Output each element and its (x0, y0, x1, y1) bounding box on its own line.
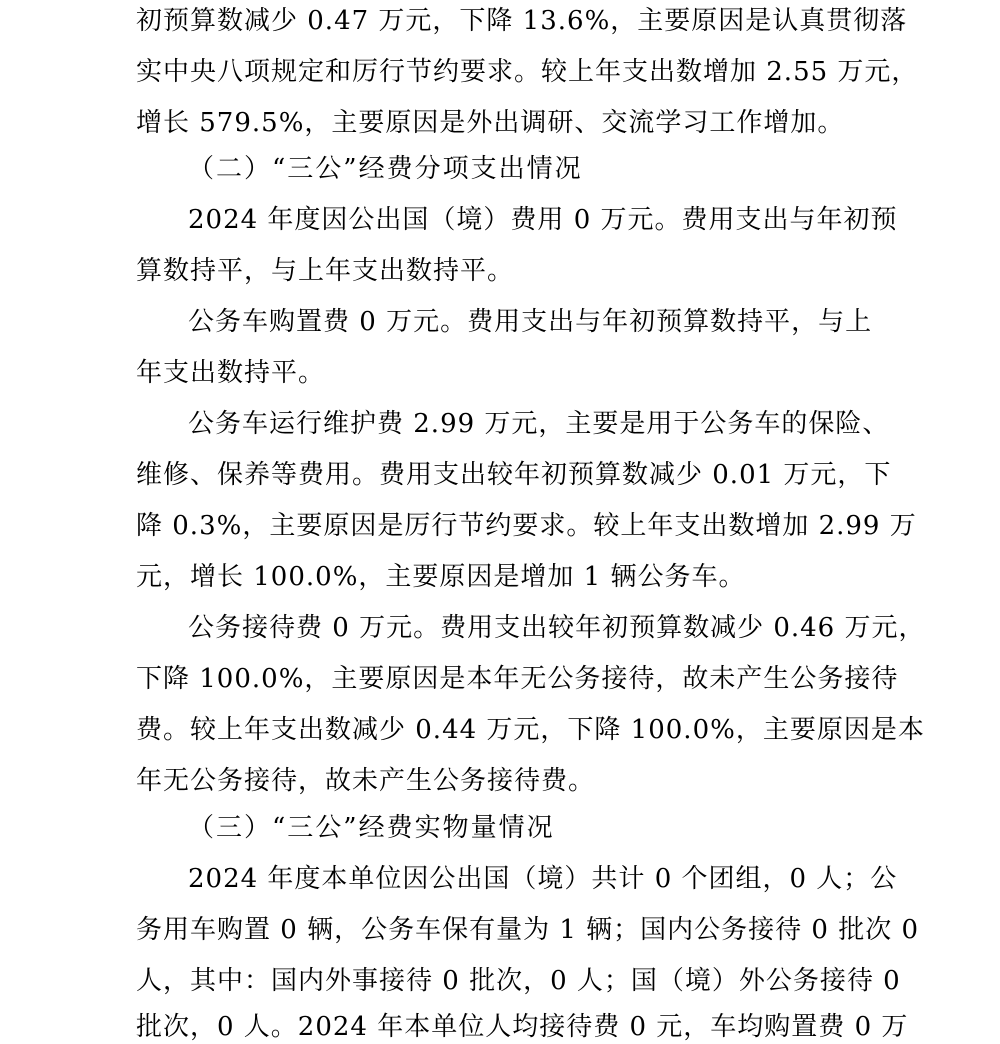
paragraph-line: 降 0.3%，主要原因是厉行节约要求。较上年支出数增加 2.99 万 (136, 511, 917, 541)
section-heading: （三）“三公”经费实物量情况 (188, 813, 555, 843)
paragraph-line: 人，其中：国内外事接待 0 批次，0 人；国（境）外公务接待 0 (136, 966, 901, 996)
paragraph-line: 2024 年度因公出国（境）费用 0 万元。费用支出与年初预 (188, 205, 898, 235)
paragraph-line: 公务车运行维护费 2.99 万元，主要是用于公务车的保险、 (188, 409, 890, 439)
paragraph-line: 年无公务接待，故未产生公务接待费。 (136, 766, 596, 796)
paragraph-line: 元，增长 100.0%，主要原因是增加 1 辆公务车。 (136, 562, 746, 592)
paragraph-line: 务用车购置 0 辆，公务车保有量为 1 辆；国内公务接待 0 批次 0 (136, 915, 920, 945)
paragraph-line: 2024 年度本单位因公出国（境）共计 0 个团组，0 人；公 (188, 864, 898, 894)
paragraph-line: 下降 100.0%，主要原因是本年无公务接待，故未产生公务接待 (136, 664, 899, 694)
paragraph-line: 公务接待费 0 万元。费用支出较年初预算数减少 0.46 万元， (188, 613, 926, 643)
paragraph-line: 维修、保养等费用。费用支出较年初预算数减少 0.01 万元，下 (136, 460, 892, 490)
paragraph-line: 费。较上年支出数减少 0.44 万元，下降 100.0%，主要原因是本 (136, 715, 925, 745)
paragraph-line: 算数持平，与上年支出数持平。 (136, 256, 515, 286)
paragraph-line: 初预算数减少 0.47 万元，下降 13.6%，主要原因是认真贯彻落 (136, 6, 908, 36)
section-heading: （二）“三公”经费分项支出情况 (188, 154, 583, 184)
paragraph-line: 批次，0 人。2024 年本单位人均接待费 0 元，车均购置费 0 万 (136, 1012, 909, 1042)
paragraph-line: 增长 579.5%，主要原因是外出调研、交流学习工作增加。 (136, 108, 845, 138)
paragraph-line: 年支出数持平。 (136, 358, 326, 388)
paragraph-line: 公务车购置费 0 万元。费用支出与年初预算数持平，与上 (188, 307, 873, 337)
paragraph-line: 实中央八项规定和厉行节约要求。较上年支出数增加 2.55 万元， (136, 57, 919, 87)
